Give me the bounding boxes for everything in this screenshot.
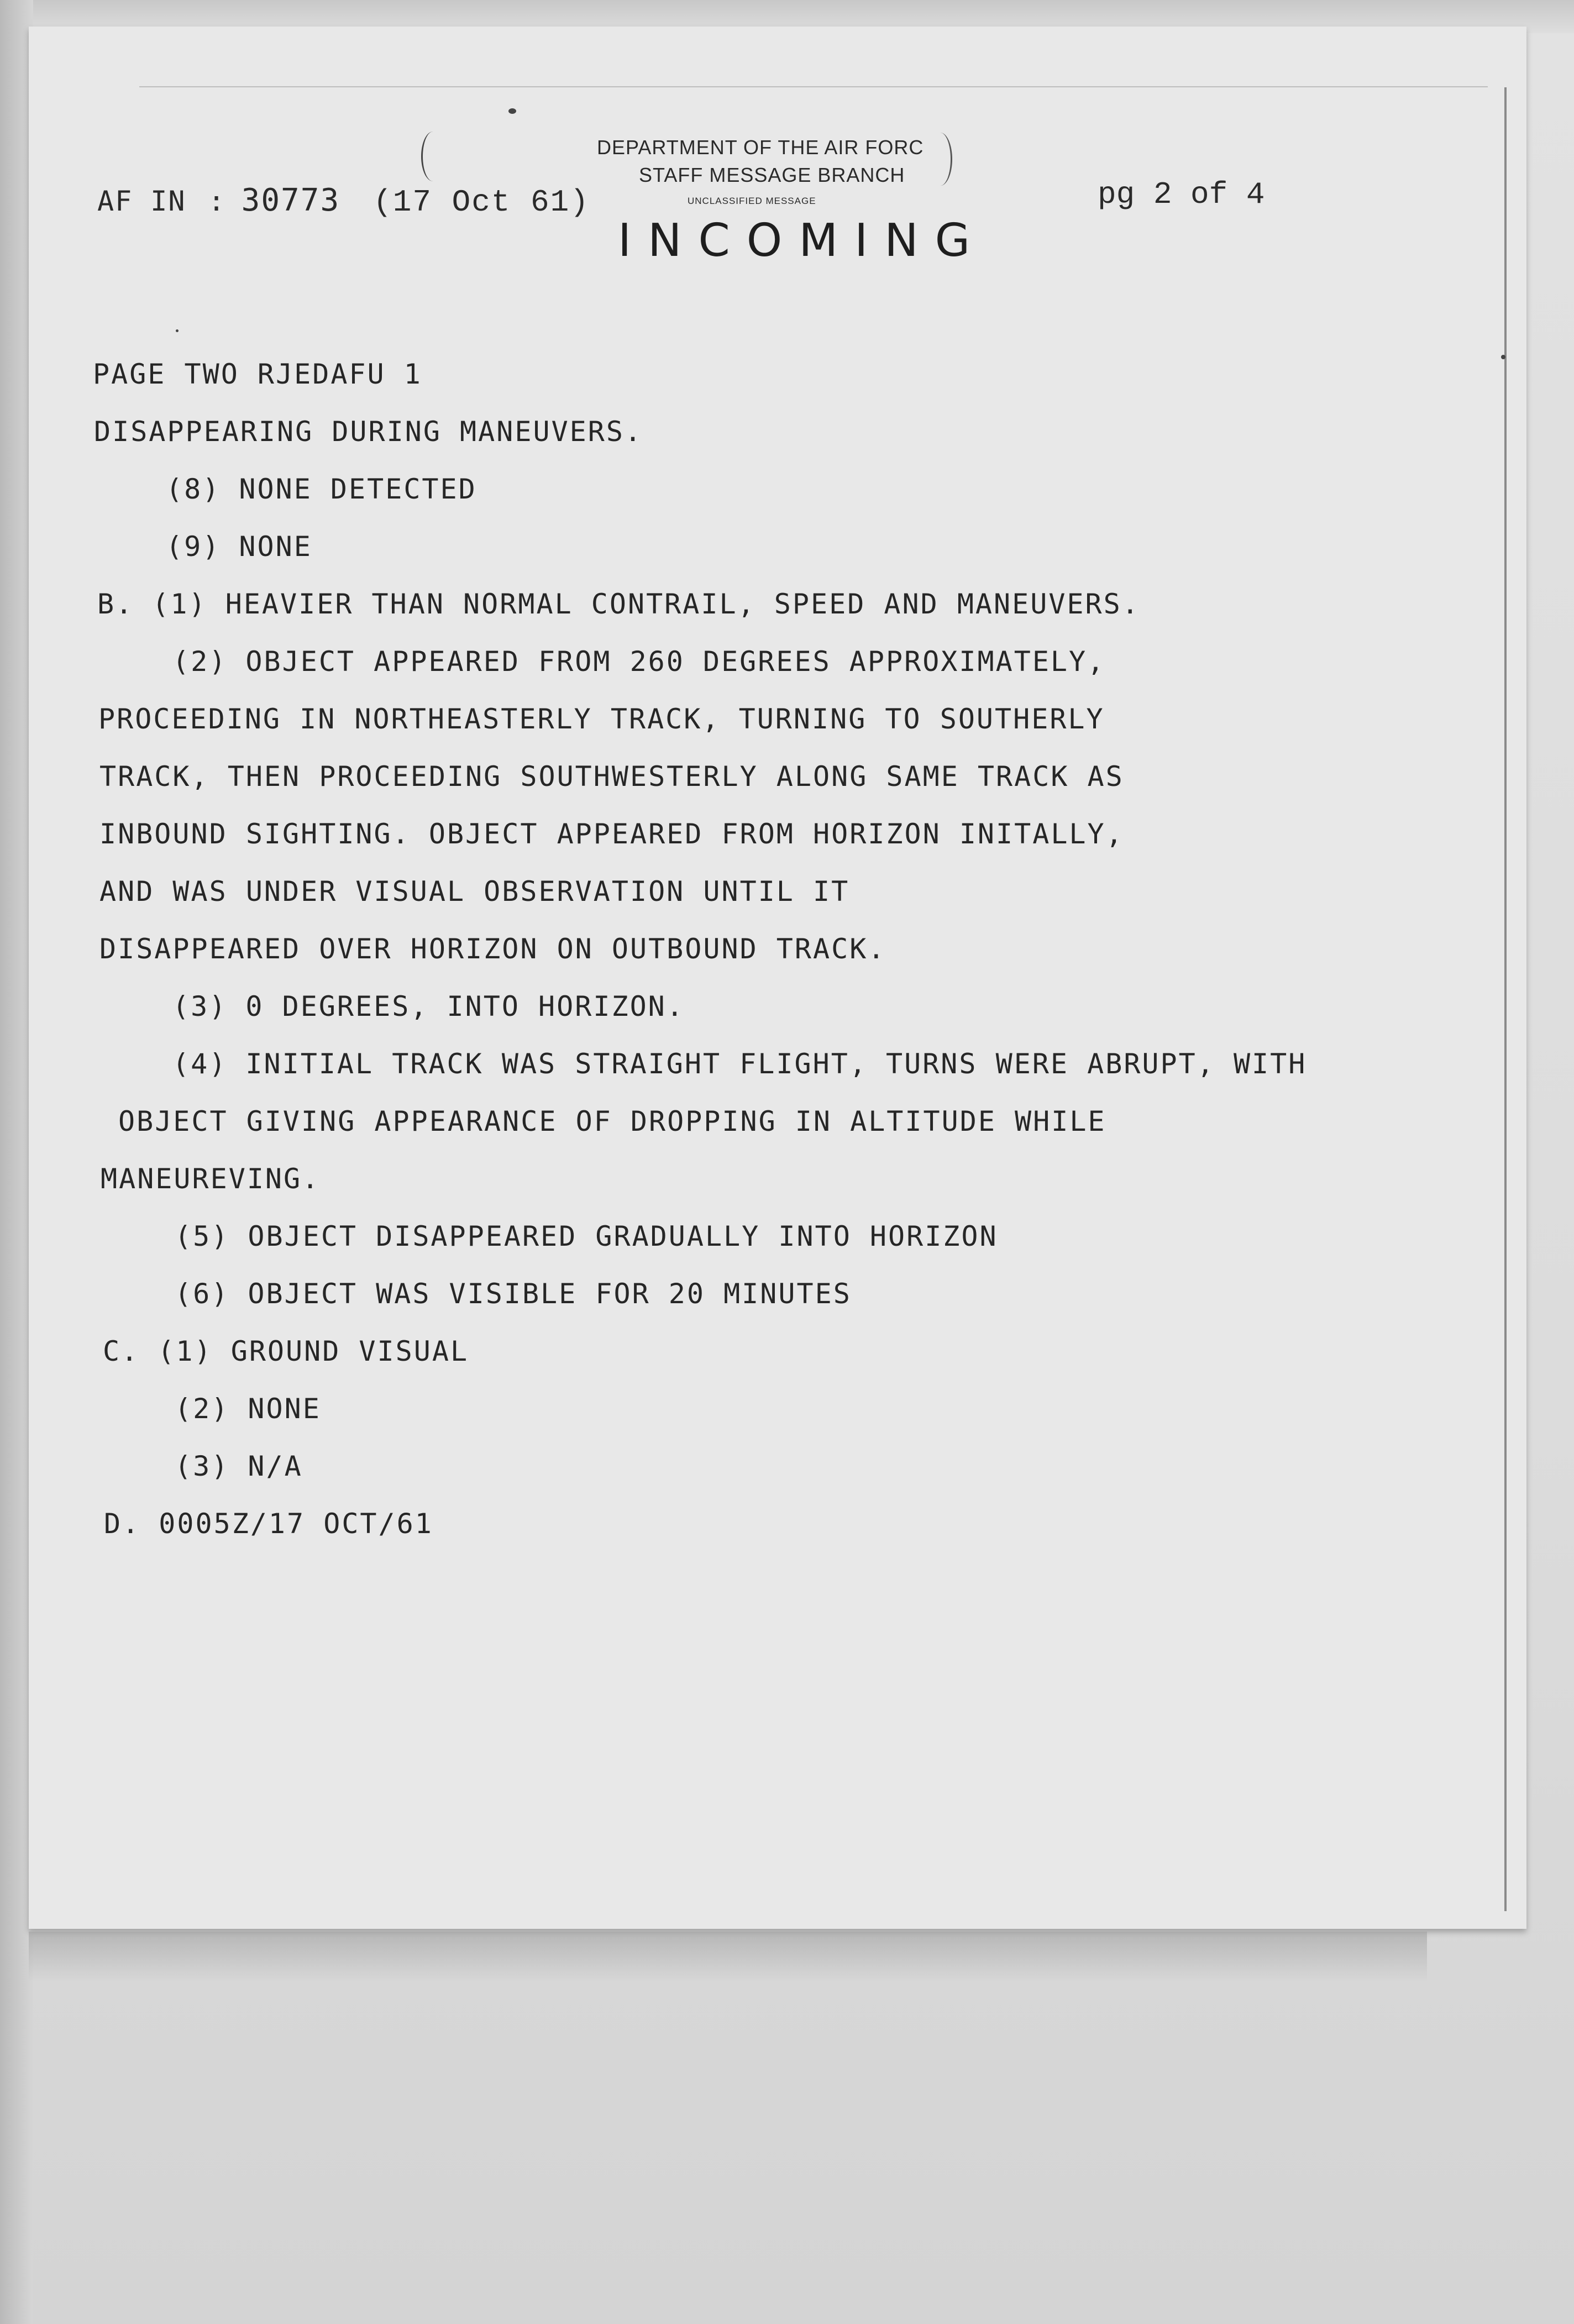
page-indicator: pg 2 of 4 — [1098, 177, 1265, 212]
message-line: TRACK, THEN PROCEEDING SOUTHWESTERLY ALONG SAME TRACK AS — [99, 760, 1124, 793]
message-line: PAGE TWO RJEDAFU 1 — [93, 358, 422, 390]
message-line: (2) OBJECT APPEARED FROM 260 DEGREES APPROXIMATELY, — [172, 646, 1106, 678]
message-number: 30773 — [241, 182, 340, 218]
af-in-reference — [97, 182, 590, 220]
scan-left-edge — [0, 0, 33, 2324]
branch-heading: STAFF MESSAGE BRANCH — [639, 164, 905, 186]
af-in-label: AF IN — [97, 185, 186, 217]
message-line: AND WAS UNDER VISUAL OBSERVATION UNTIL IT — [99, 875, 850, 907]
message-line: C. (1) GROUND VISUAL — [103, 1335, 469, 1367]
department-heading: DEPARTMENT OF THE AIR FORC — [597, 136, 924, 159]
scan-speck — [508, 108, 516, 114]
message-line: DISAPPEARING DURING MANEUVERS. — [94, 416, 643, 448]
message-line: (5) OBJECT DISAPPEARED GRADUALLY INTO HORIZON — [175, 1220, 998, 1252]
message-sheet — [29, 27, 1526, 1929]
message-line: OBJECT GIVING APPEARANCE OF DROPPING IN ALTITUDE WHILE — [118, 1105, 1106, 1137]
incoming-title: INCOMING — [618, 214, 987, 267]
classification-marking: UNCLASSIFIED MESSAGE — [688, 196, 816, 206]
sheet-shadow — [29, 1932, 1427, 1981]
scan-speck — [1501, 355, 1505, 359]
sheet-top-rule — [139, 86, 1488, 87]
message-line: (9) NONE — [166, 531, 312, 563]
message-line: (6) OBJECT WAS VISIBLE FOR 20 MINUTES — [175, 1278, 852, 1310]
message-line: DISAPPEARED OVER HORIZON ON OUTBOUND TRACK. — [99, 933, 886, 965]
message-line: MANEUREVING. — [101, 1163, 321, 1195]
stamp-bracket-left — [421, 132, 445, 181]
message-line: (2) NONE — [175, 1393, 321, 1425]
af-in-separator: : — [208, 185, 226, 217]
message-line: (3) N/A — [175, 1450, 303, 1482]
sheet-right-border — [1504, 87, 1507, 1911]
message-line: (3) 0 DEGREES, INTO HORIZON. — [172, 990, 685, 1022]
stamp-bracket-right — [928, 133, 952, 186]
message-line: PROCEEDING IN NORTHEASTERLY TRACK, TURNING TO SOUTHERLY — [98, 703, 1105, 735]
message-line: (4) INITIAL TRACK WAS STRAIGHT FLIGHT, TURNS WERE ABRUPT, WITH — [172, 1048, 1307, 1080]
scan-speck — [176, 329, 179, 332]
message-date: (17 Oct 61) — [373, 185, 590, 220]
message-line: D. 0005Z/17 OCT/61 — [104, 1508, 433, 1540]
message-line: INBOUND SIGHTING. OBJECT APPEARED FROM HORIZON INITALLY, — [99, 818, 1124, 850]
message-line: B. (1) HEAVIER THAN NORMAL CONTRAIL, SPEED AND MANEUVERS. — [97, 588, 1140, 620]
message-line: (8) NONE DETECTED — [166, 473, 477, 505]
